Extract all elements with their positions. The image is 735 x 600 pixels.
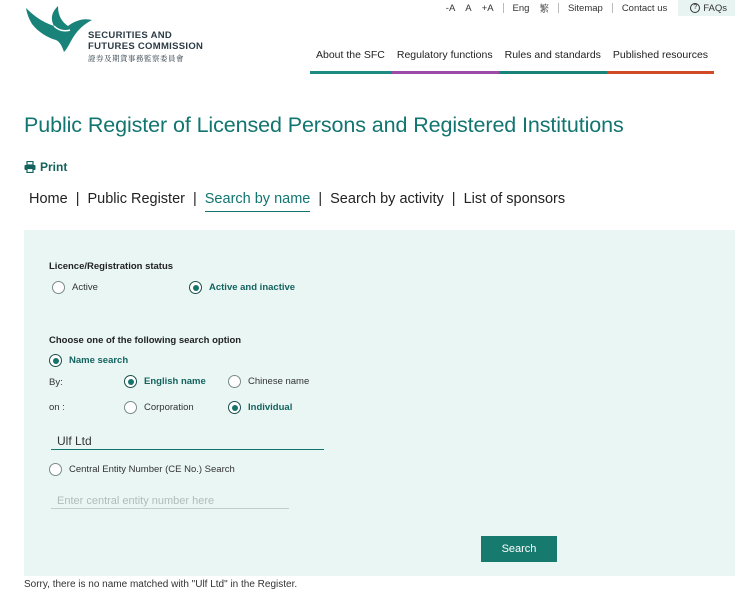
status-active-inactive-radio[interactable] [189, 281, 295, 294]
page-title: Public Register of Licensed Persons and Registered Institutions [24, 113, 624, 137]
result-message: Sorry, there is no name matched with "Ulf Ltd" in the Register. [24, 579, 298, 590]
subnav-separator: | [318, 191, 323, 207]
chinese-name-label: Chinese name [248, 376, 310, 387]
tab-public-register[interactable]: Public Register [87, 191, 185, 207]
print-label: Print [40, 160, 68, 174]
english-name-label: English name [144, 376, 206, 387]
brand-name [88, 30, 203, 52]
brand-name-cn: 證券及期貨事務監察委員會 [88, 54, 184, 63]
font-smaller-button[interactable]: -A [445, 2, 456, 14]
utility-bar [441, 0, 735, 16]
brand-name-line2: FUTURES COMMISSION [88, 41, 204, 52]
radio-circle [49, 354, 62, 367]
radio-circle [49, 463, 62, 476]
radio-circle [124, 375, 137, 388]
search-panel [24, 230, 735, 576]
radio-circle [189, 281, 202, 294]
eagle-logo-icon [24, 4, 94, 54]
ce-search-radio[interactable] [49, 463, 235, 476]
contact-link[interactable]: Contact us [621, 2, 668, 14]
ce-search-label: Central Entity Number (CE No.) Search [69, 464, 235, 475]
name-search-input[interactable] [51, 433, 324, 450]
utility-divider [612, 3, 613, 13]
status-active-label: Active [72, 282, 98, 293]
nav-published-resources[interactable]: Published resources [607, 49, 714, 74]
brand-name-line1: SECURITIES AND [88, 30, 173, 41]
sub-nav [29, 191, 565, 212]
english-name-radio[interactable] [124, 375, 206, 388]
tab-search-by-name[interactable]: Search by name [205, 191, 311, 212]
individual-label: Individual [248, 402, 293, 413]
font-normal-button[interactable]: A [465, 2, 472, 14]
sitemap-link[interactable]: Sitemap [567, 2, 603, 14]
question-circle-icon: ? [690, 3, 700, 13]
utility-divider [558, 3, 559, 13]
subnav-separator: | [192, 191, 197, 207]
corporation-radio[interactable] [124, 401, 194, 414]
search-option-label: Choose one of the following search option [49, 335, 242, 346]
corporation-label: Corporation [144, 402, 194, 413]
nav-about-the-sfc[interactable]: About the SFC [310, 49, 391, 74]
status-label: Licence/Registration status [49, 261, 174, 272]
on-label: on : [49, 402, 65, 413]
radio-circle [228, 375, 241, 388]
subnav-separator: | [451, 191, 456, 207]
individual-radio[interactable] [228, 401, 292, 414]
lang-cn-link[interactable]: 繁 [539, 4, 549, 15]
lang-eng-link[interactable]: Eng [512, 2, 530, 14]
faqs-label: FAQs [703, 2, 727, 14]
sfc-logo[interactable] [24, 4, 224, 64]
chinese-name-radio[interactable] [228, 375, 309, 388]
nav-regulatory-functions[interactable]: Regulatory functions [391, 49, 499, 74]
main-nav [310, 49, 714, 74]
faqs-link[interactable] [678, 0, 735, 16]
tab-list-of-sponsors[interactable]: List of sponsors [463, 191, 566, 207]
status-active-radio[interactable] [52, 281, 98, 294]
ce-number-input[interactable] [51, 493, 289, 509]
font-larger-button[interactable]: +A [481, 2, 494, 14]
utility-divider [503, 3, 504, 13]
name-search-label: Name search [69, 355, 129, 366]
tab-search-by-activity[interactable]: Search by activity [330, 191, 444, 207]
printer-icon [24, 161, 36, 173]
name-search-radio[interactable] [49, 354, 128, 367]
status-active-inactive-label: Active and inactive [209, 282, 296, 293]
tab-home[interactable]: Home [29, 191, 68, 207]
radio-circle [52, 281, 65, 294]
by-label: By: [49, 377, 63, 388]
print-button[interactable] [24, 160, 67, 174]
radio-circle [228, 401, 241, 414]
subnav-separator: | [75, 191, 80, 207]
nav-rules-and-standards[interactable]: Rules and standards [499, 49, 607, 74]
search-button[interactable]: Search [481, 536, 557, 562]
radio-circle [124, 401, 137, 414]
